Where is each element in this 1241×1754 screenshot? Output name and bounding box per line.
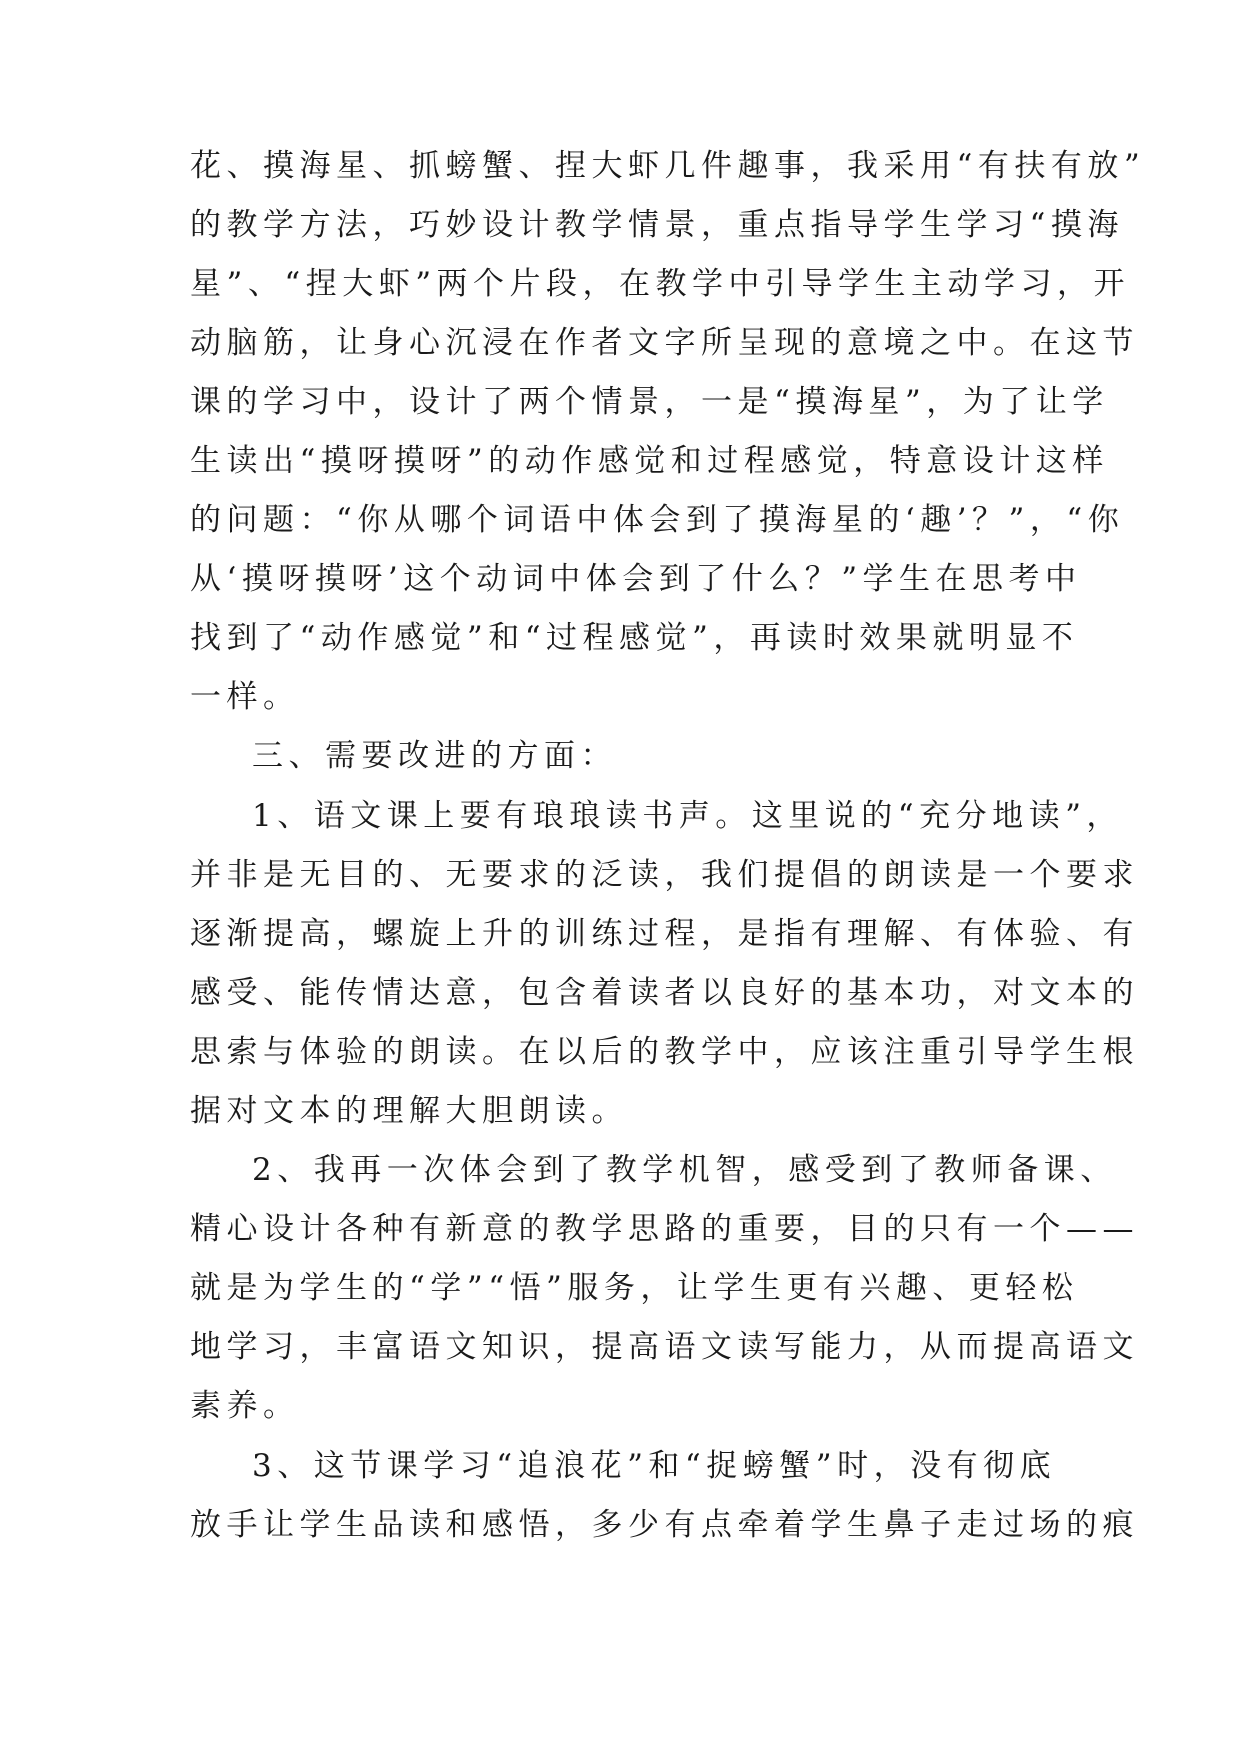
body-text-line: 就是为学生的“学”“悟”服务，让学生更有兴趣、更轻松 <box>190 1270 1079 1306</box>
body-text-line: 逐渐提高，螺旋上升的训练过程，是指有理解、有体验、有 <box>190 916 1139 952</box>
body-text-line: 生读出“摸呀摸呀”的动作感觉和过程感觉，特意设计这样 <box>190 443 1109 479</box>
body-text-line: 并非是无目的、无要求的泛读，我们提倡的朗读是一个要求 <box>190 857 1139 893</box>
body-text-line: 找到了“动作感觉”和“过程感觉”，再读时效果就明显不 <box>190 620 1079 656</box>
body-text-line: 1、语文课上要有琅琅读书声。这里说的“充分地读”， <box>252 798 1123 834</box>
body-text-line: 地学习，丰富语文知识，提高语文读写能力，从而提高语文 <box>190 1329 1139 1365</box>
body-text-line: 2、我再一次体会到了教学机智，感受到了教师备课、 <box>252 1152 1117 1188</box>
body-text-line: 思索与体验的朗读。在以后的教学中，应该注重引导学生根 <box>190 1034 1139 1070</box>
body-text-line: 的教学方法，巧妙设计教学情景，重点指导学生学习“摸海 <box>190 207 1124 243</box>
body-text-line: 3、这节课学习“追浪花”和“捉螃蟹”时，没有彻底 <box>252 1448 1057 1484</box>
body-text-line: 的问题：“你从哪个词语中体会到了摸海星的‘趣’？”，“你 <box>190 502 1125 538</box>
body-text-line: 课的学习中，设计了两个情景，一是“摸海星”，为了让学 <box>190 384 1109 420</box>
body-text-line: 素养。 <box>190 1388 300 1424</box>
section-heading: 三、需要改进的方面： <box>252 738 617 774</box>
body-text-line: 星”、“捏大虾”两个片段，在教学中引导学生主动学习，开 <box>190 266 1131 302</box>
body-text-line: 花、摸海星、抓螃蟹、捏大虾几件趣事，我采用“有扶有放” <box>190 148 1146 184</box>
body-text-line: 动脑筋，让身心沉浸在作者文字所呈现的意境之中。在这节 <box>190 325 1139 361</box>
body-text-line: 据对文本的理解大胆朗读。 <box>190 1093 628 1129</box>
body-text-line: 精心设计各种有新意的教学思路的重要，目的只有一个—— <box>190 1211 1139 1247</box>
body-text-line: 感受、能传情达意，包含着读者以良好的基本功，对文本的 <box>190 975 1139 1011</box>
body-text-line: 从‘摸呀摸呀’这个动词中体会到了什么？”学生在思考中 <box>190 561 1082 597</box>
body-text-line: 放手让学生品读和感悟，多少有点牵着学生鼻子走过场的痕 <box>190 1507 1139 1543</box>
body-text-line: 一样。 <box>190 679 300 715</box>
